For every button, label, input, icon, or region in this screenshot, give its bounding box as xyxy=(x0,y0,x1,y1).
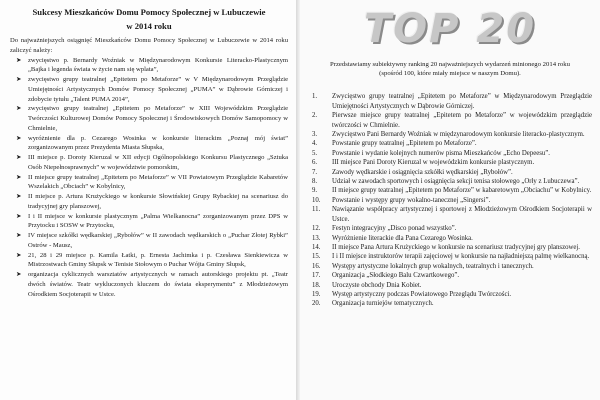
top20-logo xyxy=(308,0,592,56)
arrow-bullet-icon: ➤ xyxy=(16,193,22,201)
ranking-item xyxy=(308,196,592,205)
ranking-text: Zwycięstwo Pani Bernardy Woźniak w międzynarodowym konkursie literacko-plastycznym. xyxy=(332,131,585,139)
ranking-text: Organizacja turniejów tematycznych. xyxy=(332,300,434,308)
ranking-text: Uroczyste obchody Dnia Kobiet. xyxy=(332,281,422,289)
arrow-bullet-icon: ➤ xyxy=(16,232,22,240)
ranking-text: Powstanie i występy grupy wokalno-tanecznej „Singersi”. xyxy=(332,196,491,204)
ranking-text: III miejsce Pani Doroty Kieruzal w wojewódzkim konkursie plastycznym. xyxy=(332,159,535,167)
ranking-number: 5. xyxy=(312,149,318,157)
ranking-item xyxy=(308,130,592,139)
achievement-item xyxy=(10,56,288,76)
left-page-title: Sukcesy Mieszkańców Domu Pomocy Społecznej w Lubuczewie xyxy=(32,7,266,17)
ranking-text: II miejsce grupy teatralnej „Epitetem po Metaforze” w kabaretowym „Obciachu” w Kobylnicy. xyxy=(332,187,592,195)
arrow-bullet-icon: ➤ xyxy=(16,251,22,259)
ranking-item xyxy=(308,139,592,148)
ranking-number: 2. xyxy=(312,112,318,120)
ranking-number: 11. xyxy=(312,206,321,214)
ranking-item xyxy=(308,205,592,224)
ranking-item xyxy=(308,271,592,280)
achievement-text: zwycięstwo grupy teatralnej „Epitetem po Metaforze” w XIII Wojewódzkim Przeglądzie Twórczości Kulturowej Domów Pomocy Społecznej i Środowiskowych Domów Samopomocy w Chmielnie, xyxy=(28,105,288,132)
arrow-bullet-icon: ➤ xyxy=(16,105,22,113)
ranking-number: 18. xyxy=(312,281,321,289)
left-page-intro: Do najważniejszych osiągnięć Mieszkańców Domu Pomocy Społecznej w Lubuczewie w 2014 roku zaliczyć należy: xyxy=(10,37,288,54)
ranking-number: 3. xyxy=(312,131,318,139)
ranking-text: Wyróżnienie literackie dla Pana Cezarego Wosinka. xyxy=(332,234,473,242)
achievement-text: III miejsce p. Doroty Kieruzal w XII edycji Ogólnopolskiego Konkursu Plastycznego „Sztuka Osób Niepełnosprawnych” w województwie pomorskim, xyxy=(28,154,288,171)
ranking-item xyxy=(308,299,592,308)
achievement-item xyxy=(10,192,288,212)
achievement-item xyxy=(10,212,288,232)
ranking-text: Zwycięstwo grupy teatralnej „Epitetem po Metaforze” w Międzynarodowym Przeglądzie Umiejętności Artystycznych w Dąbrowie Górniczej. xyxy=(332,93,592,110)
top20-logo-text: TOP 20 xyxy=(363,6,537,52)
achievement-text: II miejsce p. Artura Krużyckiego w konkursie Słowińskiej Grupy Rybackiej na scenariusz do tradycyjnej gry planszowej, xyxy=(28,193,288,210)
arrow-bullet-icon: ➤ xyxy=(16,76,22,84)
ranking-item xyxy=(308,281,592,290)
ranking-text: Pierwsze miejsce grupy teatralnej „Epitetem po Metaforze” w wojewódzkim przeglądzie twórczości w Chmielnie. xyxy=(332,112,592,129)
achievement-item xyxy=(10,134,288,154)
achievement-text: wyróżnienie dla p. Cezarego Wosinka w konkursie literackim „Poznaj mój świat” zorganizowanym przez Prezydenta Miasta Słupska, xyxy=(28,134,288,152)
ranking-number: 12. xyxy=(312,225,321,233)
ranking-number: 16. xyxy=(312,262,321,270)
ranking-item xyxy=(308,168,592,177)
achievement-item xyxy=(10,75,288,104)
left-page xyxy=(0,0,296,400)
achievement-text: zwycięstwo grupy teatralnej „Epitetem po Metaforze” w V Międzynarodowym Przeglądzie Umiejętności Artystycznych Domów Pomocy Społecznej „PUMA” w Dąbrowie Górniczej i zdobycie tytułu „Talent PUMA 2014”, xyxy=(28,76,288,103)
ranking-number: 6. xyxy=(312,159,318,167)
achievement-text: 21, 28 i 29 miejsce p. Kamila Łatki, p. Ernesta Jachimka i p. Czesława Sienkiewicza w Mistrzostwach Gminy Słupsk w Tenisie Stołowym o Puchar Wójta Gminy Słupsk, xyxy=(28,251,288,269)
ranking-item xyxy=(308,111,592,130)
arrow-bullet-icon: ➤ xyxy=(16,212,22,220)
ranking-item xyxy=(308,234,592,243)
achievement-text: organizacja cyklicznych warsztatów artystycznych w ramach autorskiego projektu pt. „Teatr dwóch światów. Teatr wykluczonych kluczem do świata eksperymentu” z Młodzieżowym Ośrodkiem Socjoterapii w Ustce. xyxy=(28,271,288,298)
ranking-text: Zawody wędkarskie i osiągnięcia szkółki wędkarskiej „Rybołów”. xyxy=(332,168,513,176)
arrow-bullet-icon: ➤ xyxy=(16,173,22,181)
ranking-item xyxy=(308,224,592,233)
arrow-bullet-icon: ➤ xyxy=(16,271,22,279)
ranking-text: Udział w zawodach sportowych i osiągnięcia sekcji tenisa stołowego „Orły z Lubuczewa”. xyxy=(332,178,580,186)
ranking-number: 17. xyxy=(312,272,321,280)
ranking-item xyxy=(308,252,592,261)
ranking-item xyxy=(308,186,592,195)
ranking-item xyxy=(308,177,592,186)
achievement-text: I i II miejsce w konkursie plastycznym „Palma Wielkanocna” zorganizowanym przez DPS w Przytocku i SOSW w Przytocku, xyxy=(28,212,288,230)
ranking-item xyxy=(308,243,592,252)
ranking-text: Występy artystyczne lokalnych grup wokalnych, teatralnych i tanecznych. xyxy=(332,262,534,270)
ranking-text: Nawiązanie współpracy artystycznej i sportowej z Młodzieżowym Ośrodkiem Socjoterapii w Ustce. xyxy=(332,206,592,223)
ranking-number: 13. xyxy=(312,234,321,242)
ranking-item xyxy=(308,149,592,158)
achievement-item xyxy=(10,173,288,193)
ranking-text: Festyn integracyjny „Disco ponad wszystko”. xyxy=(332,225,457,233)
left-page-year: w 2014 roku xyxy=(126,21,172,31)
ranking-number: 4. xyxy=(312,140,318,148)
achievement-text: zwycięstwo p. Bernardy Woźniak w Międzynarodowym Konkursie Literacko-Plastycznym „Bajka i legenda świata w życie nam się wplata”, xyxy=(28,56,288,74)
arrow-bullet-icon: ➤ xyxy=(16,134,22,142)
achievement-item xyxy=(10,231,288,251)
ranking-number: 8. xyxy=(312,178,318,186)
arrow-bullet-icon: ➤ xyxy=(16,154,22,162)
ranking-text: Powstanie i wydanie kolejnych numerów pisma Mieszkańców „Echo Depeesu”. xyxy=(332,149,551,157)
achievement-text: II miejsce grupy teatralnej „Epitetem po Metaforze” w VII Powiatowym Przeglądzie Kabaretów Wszelakich „Obciach” w Kobylnicy, xyxy=(28,173,288,191)
ranking-number: 10. xyxy=(312,196,321,204)
ranking-number: 14. xyxy=(312,243,321,251)
achievement-item xyxy=(10,270,288,299)
achievement-item xyxy=(10,251,288,271)
achievement-text: IV miejsce szkółki wędkarskiej „Rybołów” w II zawodach wędkarskich o „Puchar Złotej Rybki” Ostrów - Mausz, xyxy=(28,232,288,249)
ranking-item xyxy=(308,92,592,111)
ranking-number: 1. xyxy=(312,93,318,101)
ranking-number: 19. xyxy=(312,290,321,298)
ranking-text: Występ artystyczny podczas Powiatowego Przeglądu Twórczości. xyxy=(332,290,512,298)
right-page xyxy=(300,0,600,400)
ranking-number: 20. xyxy=(312,300,321,308)
arrow-bullet-icon: ➤ xyxy=(16,56,22,64)
achievement-item xyxy=(10,104,288,133)
ranking-item xyxy=(308,158,592,167)
ranking-text: Powstanie grupy teatralnej „Epitetem po Metaforze”. xyxy=(332,140,477,148)
ranking-number: 9. xyxy=(312,187,318,195)
ranking-text: II miejsce Pana Artura Krużyckiego w konkursie na scenariusz tradycyjnej gry planszowej. xyxy=(332,243,580,251)
ranking-text: Organizacja „Słodkiego Balu Czwartkowego”. xyxy=(332,272,460,280)
ranking-text: I i II miejsce instruktorów terapii zajęciowej w konkursie na najładniejszą palmę wielkanocną. xyxy=(332,253,590,261)
ranking-list xyxy=(308,92,592,308)
achievements-list xyxy=(10,56,288,300)
achievement-item xyxy=(10,153,288,173)
ranking-item xyxy=(308,290,592,299)
ranking-number: 7. xyxy=(312,168,318,176)
ranking-number: 15. xyxy=(312,253,321,261)
ranking-intro: Przedstawiamy subiektywny ranking 20 najważniejszych wydarzeń minionego 2014 roku (spośród 100, które miały miejsce w naszym Domu). xyxy=(330,61,570,78)
ranking-item xyxy=(308,262,592,271)
